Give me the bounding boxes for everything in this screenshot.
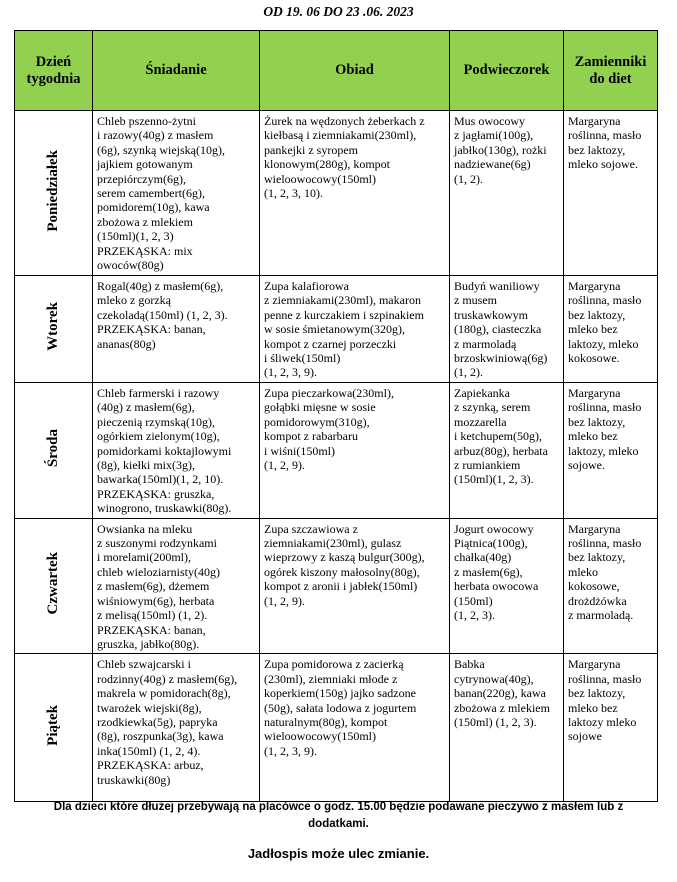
snack-cell: Babka cytrynowa(40g), banan(220g), kawa zbożowa z mlekiem (150ml) (1, 2, 3). bbox=[450, 654, 564, 802]
breakfast-cell: Rogal(40g) z masłem(6g), mleko z gorzką czekoladą(150ml) (1, 2, 3). PRZEKĄSKA: banan, ananas(80g) bbox=[93, 276, 260, 383]
day-label: Poniedziałek bbox=[45, 149, 61, 232]
day-cell bbox=[15, 276, 93, 383]
day-cell bbox=[15, 518, 93, 654]
snack-cell: Zapiekanka z szynką, serem mozzarella i ketchupem(50g), arbuz(80g), herbata z rumiankiem (150ml)(1, 2, 3). bbox=[450, 383, 564, 519]
menu-row bbox=[15, 276, 658, 383]
header-row bbox=[15, 31, 658, 111]
substitutes-cell: Margaryna roślinna, masło bez laktozy, mleko bez laktozy, mleko kokosowe. bbox=[564, 276, 658, 383]
day-cell bbox=[15, 383, 93, 519]
substitutes-cell: Margaryna roślinna, masło bez laktozy, mleko sojowe. bbox=[564, 111, 658, 276]
day-cell bbox=[15, 654, 93, 802]
menu-date-range: OD 19. 06 DO 23 .06. 2023 bbox=[263, 4, 414, 19]
menu-body bbox=[15, 111, 658, 802]
breakfast-cell: Chleb pszenno-żytni i razowy(40g) z masłem (6g), szynką wiejską(10g), jajkiem gotowanym przepiórczym(6g), serem camembert(6g), pomidorem(10g), kawa zbożowa z mlekiem (150ml)(1, 2, 3) PRZEKĄSKA: mix owoców(80g) bbox=[93, 111, 260, 276]
lunch-cell: Zupa pomidorowa z zacierką (230ml), ziemniaki młode z koperkiem(150g) jajko sadzone (50g), sałata lodowa z jogurtem naturalnym(80g), kompot wieloowocowy(150ml) (1, 2, 3, 9). bbox=[260, 654, 450, 802]
lunch-cell: Zupa pieczarkowa(230ml), gołąbki mięsne w sosie pomidorowym(310g), kompot z rabarbaru i wiśni(150ml) (1, 2, 9). bbox=[260, 383, 450, 519]
weekly-menu-table bbox=[14, 30, 658, 802]
menu-row bbox=[15, 111, 658, 276]
day-label: Czwartek bbox=[45, 552, 61, 615]
header-lunch: Obiad bbox=[260, 31, 450, 111]
substitutes-cell: Margaryna roślinna, masło bez laktozy, mleko bez laktozy mleko sojowe bbox=[564, 654, 658, 802]
lunch-cell: Zupa kalafiorowa z ziemniakami(230ml), makaron penne z kurczakiem i szpinakiem w sosie śmietanowym(320g), kompot z czarnej porzeczki i śliwek(150ml) (1, 2, 3, 9). bbox=[260, 276, 450, 383]
breakfast-cell: Chleb szwajcarski i rodzinny(40g) z masłem(6g), makrela w pomidorach(8g), twarożek wiejski(8g), rzodkiewka(5g), papryka (8g), roszpunka(3g), kawa inka(150ml) (1, 2, 4). PRZEKĄSKA: arbuz, truskawki(80g) bbox=[93, 654, 260, 802]
lunch-cell: Zupa szczawiowa z ziemniakami(230ml), gulasz wieprzowy z kaszą bulgur(300g), ogórek kiszony małosolny(80g), kompot z aronii i jabłek(150ml) (1, 2, 9). bbox=[260, 518, 450, 654]
breakfast-cell: Owsianka na mleku z suszonymi rodzynkami i morelami(200ml), chleb wieloziarnisty(40g) z masłem(6g), dżemem wiśniowym(6g), herbata z melisą(150ml) (1, 2). PRZEKĄSKA: banan, gruszka, jabłko(80g). bbox=[93, 518, 260, 654]
substitutes-cell: Margaryna roślinna, masło bez laktozy, mleko kokosowe, drożdżówka z marmoladą. bbox=[564, 518, 658, 654]
snack-cell: Budyń waniliowy z musem truskawkowym (180g), ciasteczka z marmoladą brzoskwiniową(6g) (1, 2). bbox=[450, 276, 564, 383]
day-label: Piątek bbox=[45, 704, 61, 746]
snack-cell: Mus owocowy z jagłami(100g), jabłko(130g), rożki nadziewane(6g) (1, 2). bbox=[450, 111, 564, 276]
menu-row bbox=[15, 383, 658, 519]
header-substitutes: Zamienniki do diet bbox=[564, 31, 658, 111]
header-snack: Podwieczorek bbox=[450, 31, 564, 111]
day-label: Wtorek bbox=[45, 302, 61, 351]
breakfast-cell: Chleb farmerski i razowy (40g) z masłem(6g), pieczenią rzymską(10g), ogórkiem zielonym(10g), pomidorkami koktajlowymi (8g), kiełki mix(3g), bawarka(150ml)(1, 2, 10). PRZEKĄSKA: gruszka, winogrono, truskawki(80g). bbox=[93, 383, 260, 519]
day-label: Środa bbox=[45, 428, 61, 467]
footer-warning: Jadłospis może ulec zmianie. bbox=[247, 846, 430, 861]
header-breakfast: Śniadanie bbox=[93, 31, 260, 111]
substitutes-cell: Margaryna roślinna, masło bez laktozy, mleko bez laktozy, mleko sojowe. bbox=[564, 383, 658, 519]
lunch-cell: Żurek na wędzonych żeberkach z kiełbasą i ziemniakami(230ml), pankejki z syropem klonowym(280g), kompot wieloowocowy(150ml) (1, 2, 3, 10). bbox=[260, 111, 450, 276]
day-cell bbox=[15, 111, 93, 276]
menu-row bbox=[15, 518, 658, 654]
footer-note: Dla dzieci które dłużej przebywają na placówce o godz. 15.00 będzie podawane pieczywo z masłem lub z dodatkami. bbox=[53, 801, 624, 830]
header-day: Dzień tygodnia bbox=[15, 31, 93, 111]
menu-row bbox=[15, 654, 658, 802]
snack-cell: Jogurt owocowy Piątnica(100g), chałka(40g) z masłem(6g), herbata owocowa (150ml) (1, 2, 3). bbox=[450, 518, 564, 654]
